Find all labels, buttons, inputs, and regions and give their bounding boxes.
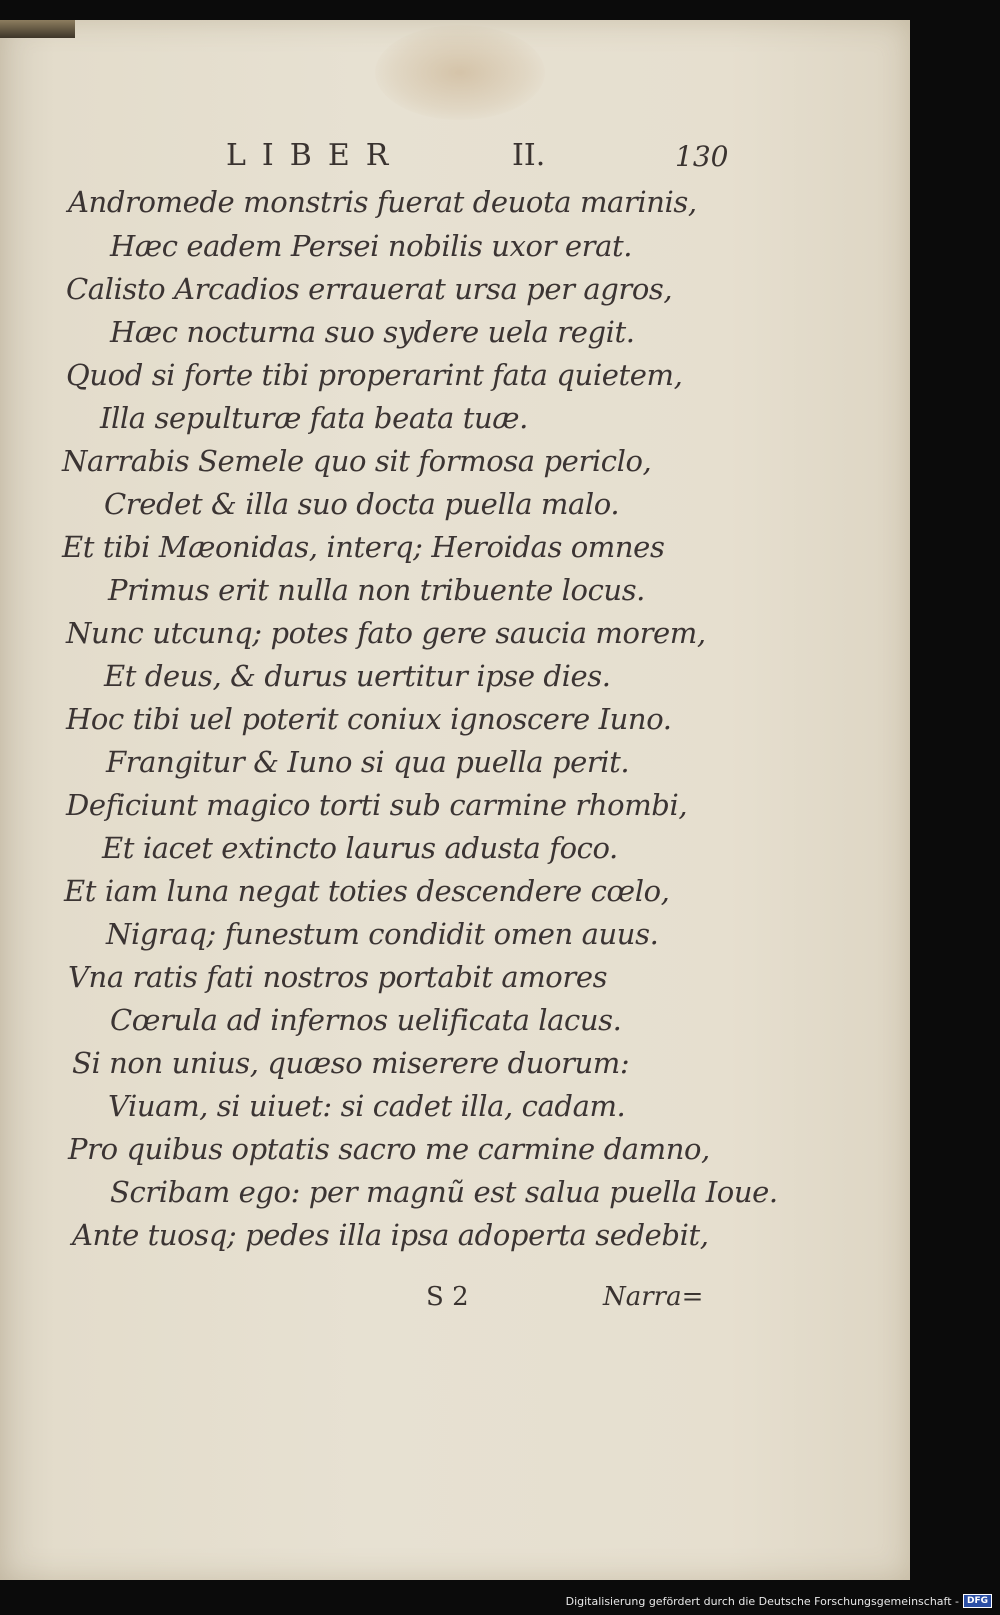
verse-line: Deficiunt magico torti sub carmine rhombi,: [66, 788, 688, 822]
page-number: 130: [675, 140, 729, 173]
catchword: Narra=: [603, 1282, 704, 1312]
verse-line: Hæc eadem Persei nobilis uxor erat.: [110, 229, 633, 263]
dfg-logo: DFG: [963, 1594, 992, 1608]
verse-line: Scribam ego: per magnũ est salua puella Ioue.: [110, 1175, 778, 1209]
running-head-book: II.: [512, 138, 546, 173]
verse-line: Calisto Arcadios errauerat ursa per agros,: [66, 272, 673, 306]
credit-text: Digitalisierung gefördert durch die Deutsche Forschungsgemeinschaft -: [565, 1594, 959, 1608]
digitization-credit: [566, 1591, 992, 1611]
verse-line: Hæc nocturna suo sydere uela regit.: [110, 315, 635, 349]
signature-mark: S 2: [426, 1282, 469, 1312]
verse-line: Frangitur & Iuno si qua puella perit.: [106, 745, 630, 779]
verse-line: Pro quibus optatis sacro me carmine damno,: [68, 1132, 710, 1166]
verse-line: Illa sepulturæ fata beata tuæ.: [100, 401, 528, 435]
verse-line: Si non unius, quæso miserere duorum:: [72, 1046, 630, 1080]
verse-line: Nigraq; funestum condidit omen auus.: [106, 917, 659, 951]
verse-line: Hoc tibi uel poterit coniux ignoscere Iuno.: [66, 702, 672, 736]
verse-line: Viuam, si uiuet: si cadet illa, cadam.: [108, 1089, 626, 1123]
running-head-title: LIBER: [226, 138, 405, 173]
verse-block: [0, 20, 910, 1580]
verse-line: Ante tuosq; pedes illa ipsa adoperta sedebit,: [72, 1218, 709, 1252]
verse-line: Primus erit nulla non tribuente locus.: [108, 573, 646, 607]
verse-line: Quod si forte tibi properarint fata quietem,: [66, 358, 683, 392]
verse-line: Credet & illa suo docta puella malo.: [104, 487, 620, 521]
verse-line: Cœrula ad infernos uelificata lacus.: [110, 1003, 622, 1037]
verse-line: Vna ratis fati nostros portabit amores: [68, 960, 608, 994]
verse-line: Et iacet extincto laurus adusta foco.: [102, 831, 618, 865]
verse-line: Et tibi Mæonidas, interq; Heroidas omnes: [62, 530, 665, 564]
page-footer: [0, 1282, 910, 1322]
book-page: [0, 20, 910, 1580]
verse-line: Andromede monstris fuerat deuota marinis,: [68, 185, 697, 219]
verse-line: Nunc utcunq; potes fato gere saucia morem,: [66, 616, 706, 650]
verse-line: Et iam luna negat toties descendere cœlo,: [64, 874, 670, 908]
verse-line: Narrabis Semele quo sit formosa periclo,: [62, 444, 652, 478]
verse-line: Et deus, & durus uertitur ipse dies.: [104, 659, 611, 693]
